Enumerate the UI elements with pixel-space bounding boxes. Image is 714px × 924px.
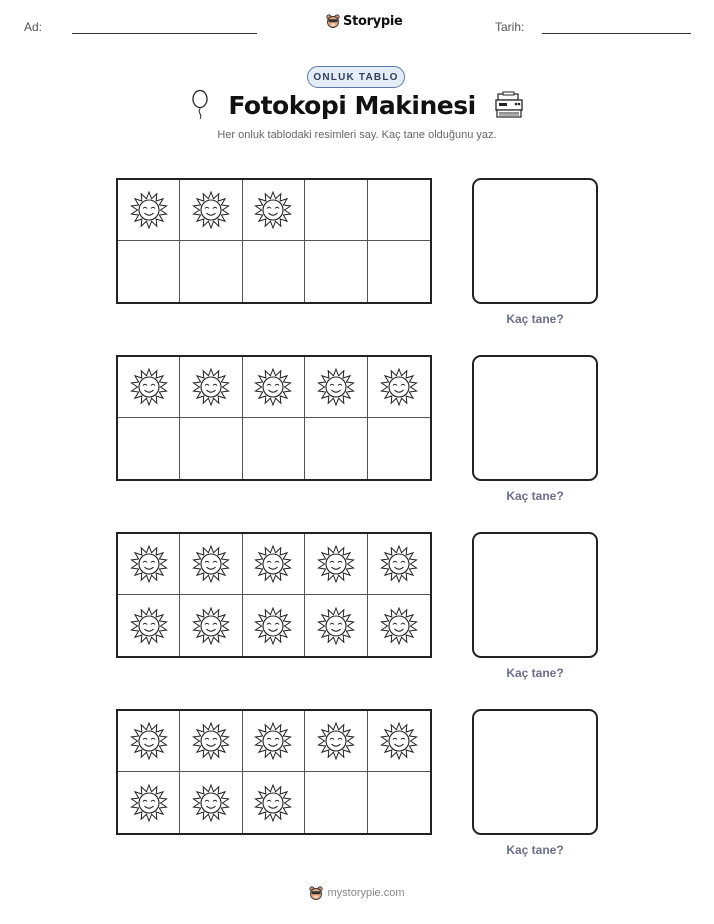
sun-icon bbox=[253, 606, 293, 646]
ten-frame-cell bbox=[180, 357, 242, 418]
footer-url: mystorypie.com bbox=[327, 887, 405, 899]
ten-frame-cell bbox=[305, 180, 367, 241]
ten-frame-cell bbox=[368, 180, 430, 241]
ten-frame-cell bbox=[243, 241, 305, 302]
ten-frame-cell bbox=[368, 418, 430, 479]
ten-frame-cell bbox=[180, 711, 242, 772]
ten-frame-cell bbox=[118, 711, 180, 772]
ten-frame bbox=[116, 355, 432, 481]
ten-frame-cell bbox=[243, 772, 305, 833]
worksheet-type-badge: ONLUK TABLO bbox=[307, 66, 405, 88]
storypie-mascot-icon bbox=[326, 13, 340, 29]
ten-frame-cell bbox=[243, 534, 305, 595]
ten-frame-cell bbox=[180, 180, 242, 241]
answer-box[interactable] bbox=[472, 532, 598, 658]
sun-icon bbox=[316, 721, 356, 761]
sun-icon bbox=[191, 367, 231, 407]
sun-icon bbox=[316, 367, 356, 407]
ten-frame-cell bbox=[118, 180, 180, 241]
sun-icon bbox=[379, 544, 419, 584]
footer bbox=[0, 885, 714, 901]
sun-icon bbox=[191, 544, 231, 584]
balloon-icon bbox=[190, 90, 210, 120]
ten-frame-cell bbox=[118, 595, 180, 656]
ten-frame-cell bbox=[180, 595, 242, 656]
ten-frame-cell bbox=[243, 418, 305, 479]
answer-label: Kaç tane? bbox=[506, 312, 564, 326]
ten-frame-cell bbox=[180, 241, 242, 302]
ten-frame-cell bbox=[305, 595, 367, 656]
sun-icon bbox=[129, 190, 169, 230]
answer-box[interactable] bbox=[472, 355, 598, 481]
ten-frame bbox=[116, 178, 432, 304]
storypie-mascot-icon bbox=[309, 885, 323, 901]
sun-icon bbox=[316, 544, 356, 584]
date-label: Tarih: bbox=[495, 20, 525, 34]
ten-frame bbox=[116, 532, 432, 658]
sun-icon bbox=[191, 783, 231, 823]
ten-frame-cell bbox=[368, 534, 430, 595]
sun-icon bbox=[316, 606, 356, 646]
ten-frame bbox=[116, 709, 432, 835]
ten-frame-cell bbox=[305, 241, 367, 302]
ten-frame-cell bbox=[118, 241, 180, 302]
ten-frame-cell bbox=[118, 357, 180, 418]
ten-frame-cell bbox=[368, 357, 430, 418]
ten-frame-cell bbox=[368, 772, 430, 833]
sun-icon bbox=[129, 783, 169, 823]
ten-frame-cell bbox=[305, 711, 367, 772]
sun-icon bbox=[253, 721, 293, 761]
answer-label: Kaç tane? bbox=[506, 489, 564, 503]
ten-frame-cell bbox=[243, 357, 305, 418]
ten-frame-cell bbox=[305, 534, 367, 595]
ten-frame-cell bbox=[368, 711, 430, 772]
sun-icon bbox=[253, 367, 293, 407]
ten-frame-cell bbox=[118, 772, 180, 833]
ten-frame-cell bbox=[243, 595, 305, 656]
brand-name: Storypie bbox=[343, 13, 403, 29]
sun-icon bbox=[191, 721, 231, 761]
ten-frame-cell bbox=[305, 357, 367, 418]
sun-icon bbox=[129, 721, 169, 761]
photocopier-icon bbox=[494, 91, 524, 119]
answer-label: Kaç tane? bbox=[506, 843, 564, 857]
page-title: Fotokopi Makinesi bbox=[228, 90, 476, 120]
brand-logo bbox=[326, 13, 403, 29]
instructions: Her onluk tablodaki resimleri say. Kaç tane olduğunu yaz. bbox=[217, 129, 497, 141]
ten-frame-cell bbox=[368, 595, 430, 656]
ten-frame-cell bbox=[118, 418, 180, 479]
ten-frame-cell bbox=[180, 534, 242, 595]
sun-icon bbox=[379, 721, 419, 761]
sun-icon bbox=[191, 606, 231, 646]
sun-icon bbox=[129, 544, 169, 584]
sun-icon bbox=[379, 367, 419, 407]
answer-label: Kaç tane? bbox=[506, 666, 564, 680]
sun-icon bbox=[191, 190, 231, 230]
name-line[interactable] bbox=[72, 33, 257, 34]
ten-frame-cell bbox=[243, 180, 305, 241]
ten-frame-cell bbox=[368, 241, 430, 302]
answer-box[interactable] bbox=[472, 178, 598, 304]
sun-icon bbox=[253, 544, 293, 584]
ten-frame-cell bbox=[243, 711, 305, 772]
sun-icon bbox=[253, 190, 293, 230]
name-label: Ad: bbox=[24, 20, 43, 34]
date-line[interactable] bbox=[542, 33, 691, 34]
ten-frame-cell bbox=[180, 418, 242, 479]
sun-icon bbox=[253, 783, 293, 823]
answer-box[interactable] bbox=[472, 709, 598, 835]
ten-frame-cell bbox=[180, 772, 242, 833]
ten-frame-cell bbox=[305, 772, 367, 833]
sun-icon bbox=[129, 606, 169, 646]
sun-icon bbox=[379, 606, 419, 646]
sun-icon bbox=[129, 367, 169, 407]
ten-frame-cell bbox=[118, 534, 180, 595]
ten-frame-cell bbox=[305, 418, 367, 479]
